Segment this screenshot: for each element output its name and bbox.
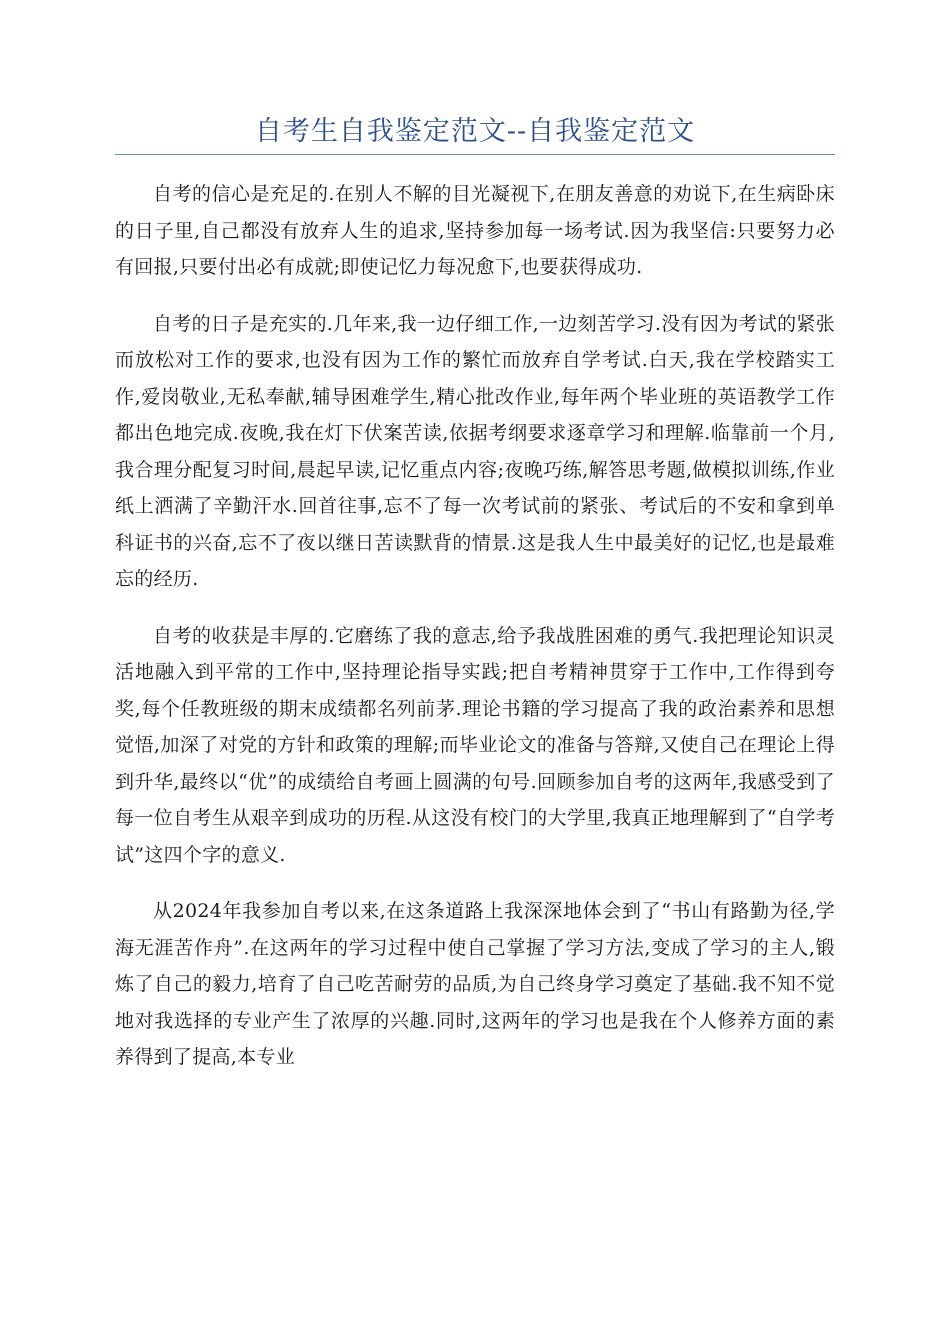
document-body	[115, 176, 835, 1096]
paragraph-daily-life: 自考的日子是充实的.几年来,我一边仔细工作,一边刻苦学习.没有因为考试的紧张而放松对工作的要求,也没有因为工作的繁忙而放弃自学考试.白天,我在学校踏实工作,爱岗敬业,无私奉献,辅导困难学生,精心批改作业,每年两个毕业班的英语教学工作都出色地完成.夜晚,我在灯下伏案苦读,依据考纲要求逐章学习和理解.临靠前一个月,我合理分配复习时间,晨起早读,记忆重点内容;夜晚巧练,解答思考题,做模拟训练,作业纸上洒满了辛勤汗水.回首往事,忘不了每一次考试前的紧张、考试后的不安和拿到单科证书的兴奋,忘不了夜以继日苦读默背的情景.这是我人生中最美好的记忆,也是最难忘的经历.	[115, 312, 835, 590]
paragraph-confidence: 自考的信心是充足的.在别人不解的目光凝视下,在朋友善意的劝说下,在生病卧床的日子里,自己都没有放弃人生的追求,坚持参加每一场考试.因为我坚信:只要努力必有回报,只要付出必有成就;即使记忆力每况愈下,也要获得成功.	[115, 183, 835, 278]
paragraph-reflection: 从2024年我参加自考以来,在这条道路上我深深地体会到了“书山有路勤为径,学海无涯苦作舟”.在这两年的学习过程中使自己掌握了学习方法,变成了学习的主人,锻炼了自己的毅力,培育了自己吃苦耐劳的品质,为自己终身学习奠定了基础.我不知不觉地对我选择的专业产生了浓厚的兴趣.同时,这两年的学习也是我在个人修养方面的素养得到了提高,本专业	[115, 900, 835, 1068]
title-underline	[115, 154, 835, 155]
document-title: 自考生自我鉴定范文--自我鉴定范文	[254, 116, 696, 147]
paragraph-gains: 自考的收获是丰厚的.它磨练了我的意志,给予我战胜困难的勇气.我把理论知识灵活地融入到平常的工作中,坚持理论指导实践;把自考精神贯穿于工作中,工作得到夸奖,每个任教班级的期末成绩都名列前茅.理论书籍的学习提高了我的政治素养和思想觉悟,加深了对党的方针和政策的理解;而毕业论文的准备与答辩,又使自己在理论上得到升华,最终以“优”的成绩给自考画上圆满的句号.回顾参加自考的这两年,我感受到了每一位自考生从艰辛到成功的历程.从这没有校门的大学里,我真正地理解到了“自学考试”这四个字的意义.	[115, 624, 835, 866]
